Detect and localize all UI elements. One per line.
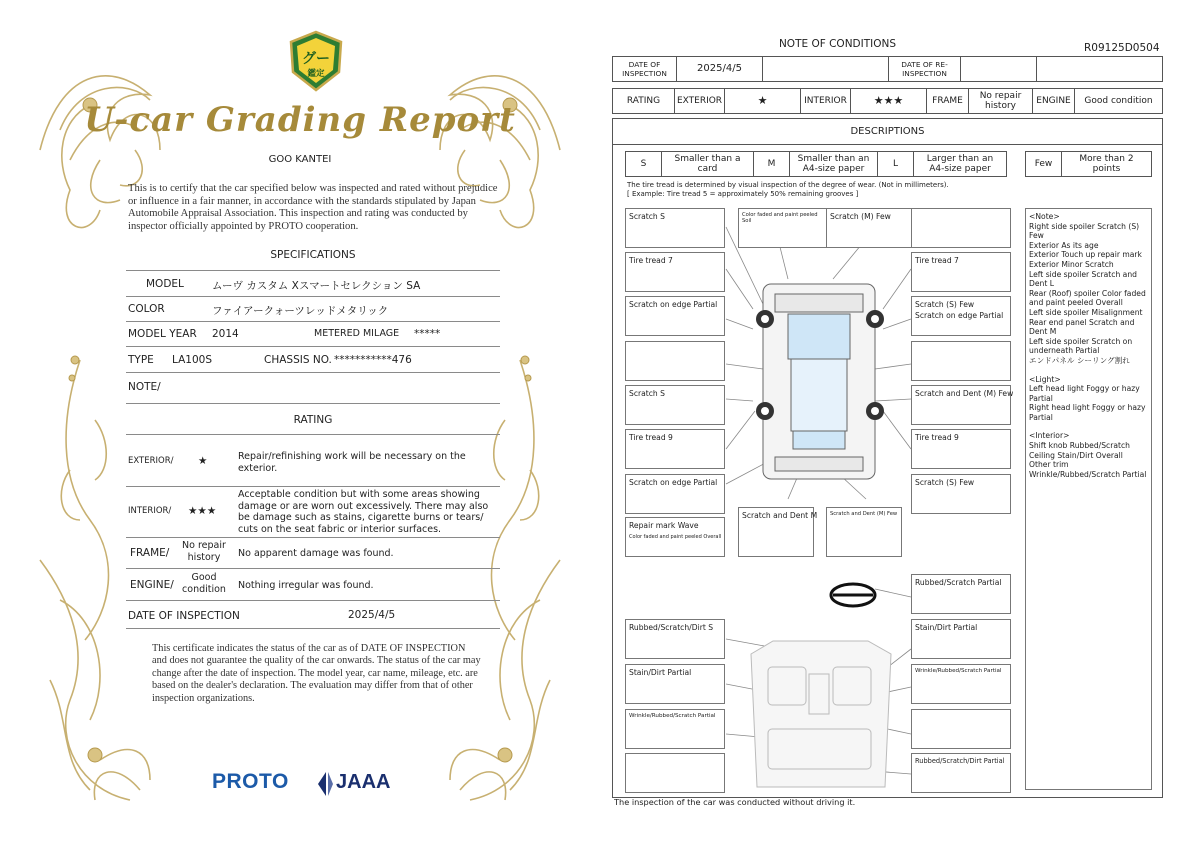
report-id: R09125D0504 [1084, 42, 1160, 54]
type-row [126, 347, 500, 373]
jaaa-emblem-icon [316, 770, 334, 798]
exterior-description: Repair/refinishing work will be necessary on the exterior. [238, 451, 466, 474]
box-text: Wrinkle/Rubbed/Scratch Partial [915, 668, 1002, 674]
svg-text:グー: グー [302, 51, 330, 67]
interior-box-8 [625, 753, 725, 793]
date-of-inspection-row [126, 601, 500, 629]
box-text: Tire tread 9 [915, 433, 959, 442]
light-heading: <Light> [1029, 374, 1061, 384]
model-value: ムーヴ カスタム Xスマートセレクション SA [212, 280, 421, 292]
organization-logos [212, 768, 412, 800]
light-body: Left head light Foggy or hazy Partial Right head light Foggy or hazy Partial [1029, 384, 1146, 422]
type-value: LA100S [172, 354, 212, 366]
interior-box-6 [625, 709, 725, 749]
jaaa-logo: JAAA [336, 771, 391, 793]
interior-box-4 [625, 664, 725, 704]
box-text: Repair mark Wave [629, 521, 699, 530]
box-text: Scratch and Dent (M) Few [830, 511, 898, 517]
note-of-conditions [600, 0, 1200, 848]
legend-few-desc: More than 2 points [1079, 154, 1134, 174]
damage-box-13 [625, 429, 725, 469]
date-of-inspection-cell: 2025/4/5 [677, 57, 763, 81]
note-heading: <Note> [1029, 212, 1060, 221]
box-text: Color faded and paint peeled Overall [629, 534, 722, 540]
car-top-view [763, 284, 875, 479]
re-inspection-cell-1 [961, 57, 1037, 81]
interior-label: INTERIOR/ [128, 506, 172, 516]
box-text: Color faded and paint peeled Soil [742, 212, 818, 224]
box-text: Stain/Dirt Partial [915, 623, 978, 632]
legend-m-desc: Smaller than an A4-size paper [790, 152, 878, 176]
engine-rating-row [126, 569, 500, 601]
box-text: Scratch and Dent M [742, 511, 818, 520]
metered-milage-label: METERED MILAGE [314, 328, 400, 339]
interior-box-1 [911, 574, 1011, 614]
legend-s: S [626, 152, 662, 176]
tire-note-2: [ Example: Tire tread 5 = approximately 50% remaining grooves ] [627, 190, 859, 198]
model-label: MODEL [146, 278, 184, 290]
engine-label: ENGINE/ [130, 579, 174, 591]
damage-box-4 [911, 208, 1011, 248]
inspection-date-table [612, 56, 1163, 82]
interior-description: Acceptable condition but with some areas showing damage or are worn out excessively. There may also be damage such as stains, cigarette burns or tears/ cuts on the seat fabric or interior surfaces. [238, 489, 489, 535]
box-text: Scratch S [629, 212, 665, 221]
chassis-label: CHASSIS NO. [264, 354, 332, 366]
box-text: Scratch S [629, 389, 665, 398]
rating-heading: RATING [293, 414, 333, 426]
interior-box-7 [911, 709, 1011, 749]
noc-title: NOTE OF CONDITIONS [778, 38, 897, 50]
frame-header: FRAME [927, 89, 969, 113]
exterior-stars: ★ [198, 455, 208, 467]
box-text: Tire tread 9 [629, 433, 673, 442]
box-text: Scratch (S) Few [915, 478, 975, 487]
interior-rating-cell: ★★★ [851, 89, 927, 113]
box-text: Rubbed/Scratch/Dirt S [629, 623, 714, 632]
box-text: Rubbed/Scratch Partial [915, 578, 1002, 587]
goo-kantei-badge-icon [287, 30, 345, 92]
color-row [126, 297, 500, 322]
legend-few: Few [1026, 152, 1062, 176]
box-text: Scratch and Dent (M) Few [915, 389, 1014, 398]
metered-milage-value: ***** [414, 328, 441, 340]
specifications-heading: SPECIFICATIONS [270, 249, 356, 261]
certificate-intro: This is to certify that the car specified below was inspected and rated without prejudice or influence in a fair manner, in accordance with the standards stipulated by Japan Automobile Appraisal Association. This inspection and rating was conducted by inspector officially appointed by PROTO cooperation. [128, 183, 498, 232]
blank-cell-1 [763, 57, 889, 81]
frame-rating-row [126, 538, 500, 569]
damage-box-18 [738, 507, 818, 557]
interior-box-5 [911, 664, 1011, 704]
box-text: Scratch on edge Partial [915, 311, 1004, 320]
note-label: NOTE/ [128, 381, 161, 393]
damage-box-1 [625, 208, 725, 248]
note-row [126, 373, 500, 404]
chassis-value: ***********476 [334, 354, 412, 366]
damage-box-19 [826, 507, 902, 557]
box-text: Scratch on edge Partial [629, 478, 718, 487]
frame-rating-cell: No repair history [969, 89, 1033, 113]
interior-stars: ★★★ [188, 505, 217, 517]
model-row [126, 270, 500, 297]
interior-heading: <Interior> [1029, 431, 1070, 441]
tire-note-1: The tire tread is determined by visual inspection of the degree of wear. (Not in millimeters). [627, 181, 949, 189]
date-of-inspection-header: DATE OF INSPECTION [613, 57, 677, 81]
descriptions-heading: DESCRIPTIONS [613, 119, 1162, 145]
damage-box-8 [911, 296, 1011, 336]
damage-box-16 [911, 474, 1011, 514]
model-year-value: 2014 [212, 328, 239, 340]
engine-rating-cell: Good condition [1084, 96, 1153, 106]
svg-text:鑑定: 鑑定 [307, 69, 325, 79]
damage-box-11 [625, 385, 725, 425]
car-interior-view [751, 641, 891, 787]
re-inspection-cell-2 [1037, 57, 1162, 81]
frame-rating: No repair history [182, 540, 226, 563]
damage-box-9 [625, 341, 725, 381]
engine-header: ENGINE [1033, 89, 1075, 113]
frame-description: No apparent damage was found. [238, 548, 394, 559]
legend-s-desc: Smaller than a card [662, 152, 754, 176]
interior-body: Shift knob Rubbed/Scratch Ceiling Stain/Dirt Overall Other trim Wrinkle/Rubbed/Scratch Partial [1029, 441, 1147, 479]
exterior-label: EXTERIOR/ [128, 456, 174, 466]
damage-box-10 [911, 341, 1011, 381]
certificate-title: U-car Grading Report [84, 100, 516, 140]
date-of-inspection-label: DATE OF INSPECTION [128, 610, 240, 622]
interior-header: INTERIOR [801, 89, 851, 113]
damage-box-5 [625, 252, 725, 292]
rating-table [612, 88, 1163, 114]
re-inspection-header: DATE OF RE-INSPECTION [889, 57, 961, 81]
frame-label: FRAME/ [130, 547, 170, 559]
interior-box-2 [625, 619, 725, 659]
color-label: COLOR [128, 303, 165, 315]
exterior-header: EXTERIOR [675, 89, 725, 113]
date-of-inspection-value: 2025/4/5 [348, 609, 396, 621]
legend-l-desc: Larger than an A4-size paper [926, 154, 994, 174]
box-text: Scratch on edge Partial [629, 300, 718, 309]
note-body: Right side spoiler Scratch (S) Few Exterior As its age Exterior Touch up repair mark Exterior Minor Scratch Left side spoiler Scratch and Dent L Rear (Roof) spoiler Color faded and paint peeled Overall Left side spoiler Misalignment Rear end panel Scratch and Dent M Left side spoiler Scratch on underneath Partial エンドパネル シーリング割れ [1029, 221, 1146, 365]
engine-description: Nothing irregular was found. [238, 580, 374, 591]
model-year-label: MODEL YEAR [128, 328, 197, 340]
interior-rating-row [126, 487, 500, 538]
damage-box-17 [625, 517, 725, 557]
box-text: Tire tread 7 [915, 256, 959, 265]
interior-box-3 [911, 619, 1011, 659]
damage-box-14 [911, 429, 1011, 469]
damage-box-12 [911, 385, 1014, 425]
engine-rating: Good condition [182, 572, 226, 595]
interior-box-9 [911, 753, 1011, 793]
legend-l: L [878, 152, 914, 176]
box-text: Scratch (S) Few [915, 300, 975, 309]
damage-box-6 [911, 252, 1011, 292]
rating-header: RATING [613, 89, 675, 113]
model-year-row [126, 322, 500, 347]
color-value: ファイアークォーツレッドメタリック [212, 305, 389, 317]
descriptions-panel [612, 118, 1163, 798]
box-text: Stain/Dirt Partial [629, 668, 692, 677]
notes-column [1025, 208, 1152, 790]
steering-wheel-icon [831, 584, 875, 606]
box-text: Wrinkle/Rubbed/Scratch Partial [629, 713, 716, 719]
certificate-subtitle: GOO KANTEI [268, 154, 332, 165]
box-text: Rubbed/Scratch/Dirt Partial [915, 757, 1005, 765]
box-text: Scratch (M) Few [830, 212, 891, 221]
box-text: Tire tread 7 [629, 256, 673, 265]
proto-logo: PROTO [212, 770, 289, 793]
damage-box-2 [738, 208, 838, 248]
exterior-rating-cell: ★ [725, 89, 801, 113]
damage-box-15 [625, 474, 725, 514]
damage-box-7 [625, 296, 725, 336]
certificate-footer: This certificate indicates the status of the car as of DATE OF INSPECTION and does not guarantee the quality of the car onwards. The status of the car may change after the date of inspection. The model year, car name, mileage, etc. are based on the dealer's declaration. The evaluation may differ from that of other inspection organizations. [152, 643, 481, 704]
noc-footer: The inspection of the car was conducted without driving it. [614, 797, 856, 807]
legend-m: M [754, 152, 790, 176]
type-label: TYPE [128, 354, 154, 366]
exterior-rating-row [126, 434, 500, 487]
